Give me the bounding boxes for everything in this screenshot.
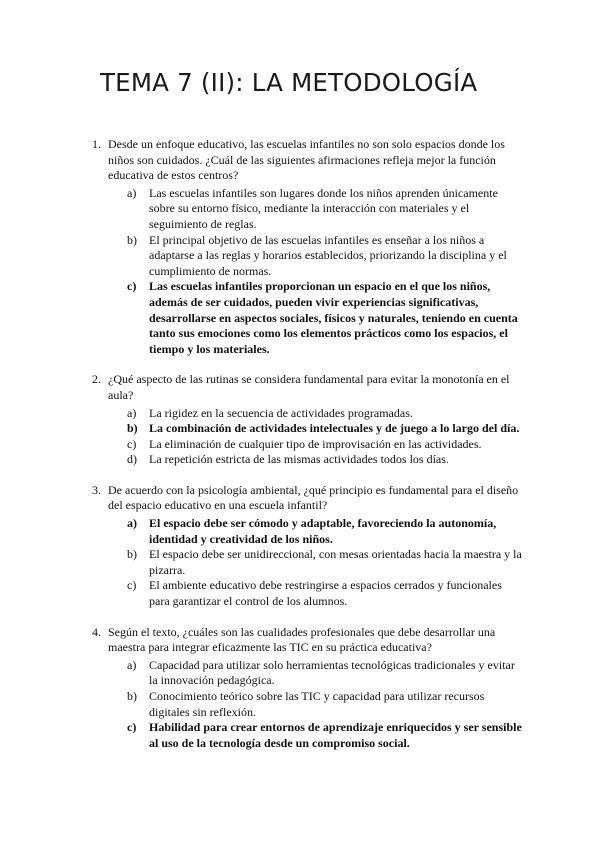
question-body: [108, 625, 524, 752]
option-text: El principal objetivo de las escuelas infantiles es enseñar a los niños a adaptarse a las reglas y horarios establecidos, priorizando la disciplina y el cumplimiento de normas.: [149, 232, 507, 278]
question-text: ¿Qué aspecto de las rutinas se considera fundamental para evitar la monotonía en el aula?: [108, 372, 510, 402]
answer-option: [108, 233, 524, 280]
question-number: 3.: [92, 482, 101, 497]
question-text: Desde un enfoque educativo, las escuelas infantiles no son solo espacios donde los niños son cuidados. ¿Cuál de las siguientes afirmaciones refleja mejor la función educativa de estos centros?: [108, 137, 505, 183]
option-text: La rigidez en la secuencia de actividades programadas.: [149, 405, 413, 420]
option-text: Capacidad para utilizar solo herramientas tecnológicas tradicionales y evitar la innovación pedagógica.: [149, 657, 515, 688]
option-letter: c): [127, 279, 137, 294]
question-4: [92, 625, 524, 752]
option-text: Las escuelas infantiles son lugares donde los niños aprenden únicamente sobre su entorno físico, mediante la interacción con materiales y el seguimiento de reglas.: [149, 185, 498, 231]
answer-option: [108, 578, 524, 609]
option-list: [108, 516, 524, 610]
answer-option: [108, 437, 524, 453]
answer-option: [108, 689, 524, 720]
question-body: [108, 372, 524, 468]
answer-option: [108, 186, 524, 233]
question-text: De acuerdo con la psicología ambiental, ¿qué principio es fundamental para el diseño del espacio educativo en una escuela infantil?: [108, 482, 519, 513]
correct-option: [108, 516, 524, 547]
question-body: [108, 137, 524, 357]
option-letter: d): [127, 452, 137, 467]
option-text: La combinación de actividades intelectuales y de juego a lo largo del día.: [149, 421, 520, 436]
option-text: El espacio debe ser cómodo y adaptable, favoreciendo la autonomía, identidad y creatividad de los niños.: [149, 516, 497, 546]
correct-option: [108, 421, 524, 437]
option-letter: a): [127, 185, 137, 200]
option-letter: c): [127, 578, 137, 593]
option-text: La repetición estricta de las mismas actividades todos los días.: [149, 452, 449, 467]
option-text: El ambiente educativo debe restringirse a espacios cerrados y funcionales para garantizar el control de los alumnos.: [149, 578, 502, 609]
question-list: [92, 137, 524, 766]
option-text: Habilidad para crear entornos de aprendizaje enriquecidos y ser sensible al uso de la tecnología desde un compromiso social.: [149, 720, 522, 750]
option-text: Las escuelas infantiles proporcionan un espacio en el que los niños, además de ser cuidados, pueden vivir experiencias significativas, desarrollarse en aspectos sociales, físicos y naturales, teniendo en cuenta tanto sus emociones como los elementos prácticos como los espacios, el tiempo y los materiales.: [149, 279, 518, 356]
option-letter: c): [127, 720, 137, 735]
option-letter: b): [127, 232, 137, 247]
answer-option: [108, 452, 524, 468]
correct-option: [108, 279, 524, 357]
option-letter: a): [127, 516, 137, 531]
page-title: TEMA 7 (II): LA METODOLOGÍA: [100, 68, 478, 97]
question-text: Según el texto, ¿cuáles son las cualidades profesionales que debe desarrollar una maestra para integrar eficazmente las TIC en su práctica educativa?: [108, 624, 496, 655]
option-letter: c): [127, 436, 137, 451]
answer-option: [108, 547, 524, 578]
option-letter: b): [127, 547, 137, 562]
question-1: [92, 137, 524, 357]
option-letter: a): [127, 405, 137, 420]
option-letter: a): [127, 657, 137, 672]
option-list: [108, 406, 524, 468]
option-list: [108, 186, 524, 358]
question-number: 1.: [92, 137, 101, 151]
answer-option: [108, 658, 524, 689]
option-text: La eliminación de cualquier tipo de improvisación en las actividades.: [149, 436, 482, 451]
question-body: [108, 483, 524, 610]
option-letter: b): [127, 689, 137, 703]
question-number: 4.: [92, 624, 101, 639]
answer-option: [108, 406, 524, 422]
correct-option: [108, 720, 524, 751]
question-2: [92, 372, 524, 468]
option-letter: b): [127, 421, 138, 436]
option-text: Conocimiento teórico sobre las TIC y capacidad para utilizar recursos digitales sin reflexión.: [149, 689, 485, 719]
option-text: El espacio debe ser unidireccional, con mesas orientadas hacia la maestra y la pizarra.: [149, 547, 522, 577]
question-3: [92, 483, 524, 610]
question-number: 2.: [92, 372, 101, 387]
option-list: [108, 658, 524, 752]
